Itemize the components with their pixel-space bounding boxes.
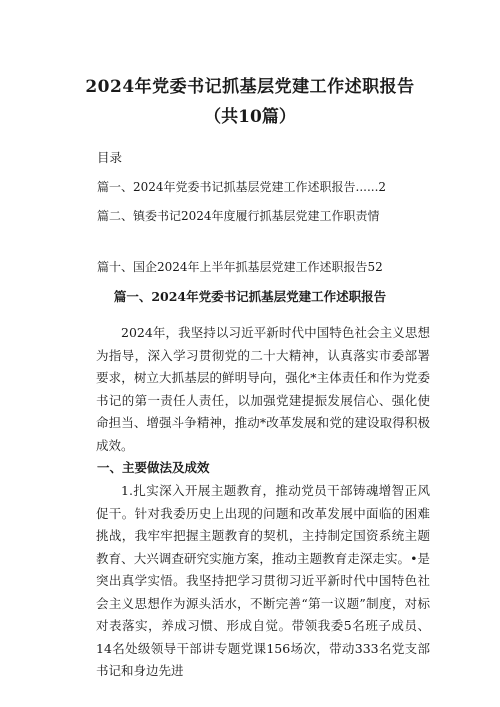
section-heading: 一、主要做法及成效 <box>97 460 210 475</box>
toc-item: 篇一、2024年党委书记抓基层党建工作述职报告......2 <box>97 180 387 194</box>
document-subtitle: （共10篇） <box>204 107 296 127</box>
intro-paragraph: 2024年，我坚持以习近平新时代中国特色社会主义思想为指导，深入学习贯彻党的二十大精神，认真落实市委部署要求，树立大抓基层的鲜明导向，强化*主体责任和作为党委书记的第一责任人责任，以加强党建提振发展信心、强化使命担当、增强斗争精神，推动*改革发展和党的建设取得积极成效。 <box>96 325 430 453</box>
toc-item: 篇十、国企2024年上半年抓基层党建工作述职报告52 <box>97 260 383 274</box>
toc-heading: 目录 <box>97 150 123 165</box>
body-paragraph: 1.扎实深入开展主题教育，推动党员干部铸魂增智正风促干。针对我委历史上出现的问题和改革发展中面临的困难挑战，我牢牢把握主题教育的契机，主持制定国资系统主题教育、大兴调查研究实施方案，推动主题教育走深走实。•是突出真学实悟。我坚持把学习贯彻习近平新时代中国特色社会主义思想作为源头活水，不断完善“第一议题”制度，对标对表落实，养成习惯、形成自觉。带领我委5名班子成员、14名处级领导干部讲专题党课156场次，带动333名党支部书记和身边先进 <box>96 483 430 678</box>
toc-item: 篇二、镇委书记2024年度履行抓基层党建工作职责情 <box>97 209 380 223</box>
section-title: 篇一、2024年党委书记抓基层党建工作述职报告 <box>113 289 387 304</box>
document-title: 2024年党委书记抓基层党建工作述职报告 <box>85 77 415 97</box>
